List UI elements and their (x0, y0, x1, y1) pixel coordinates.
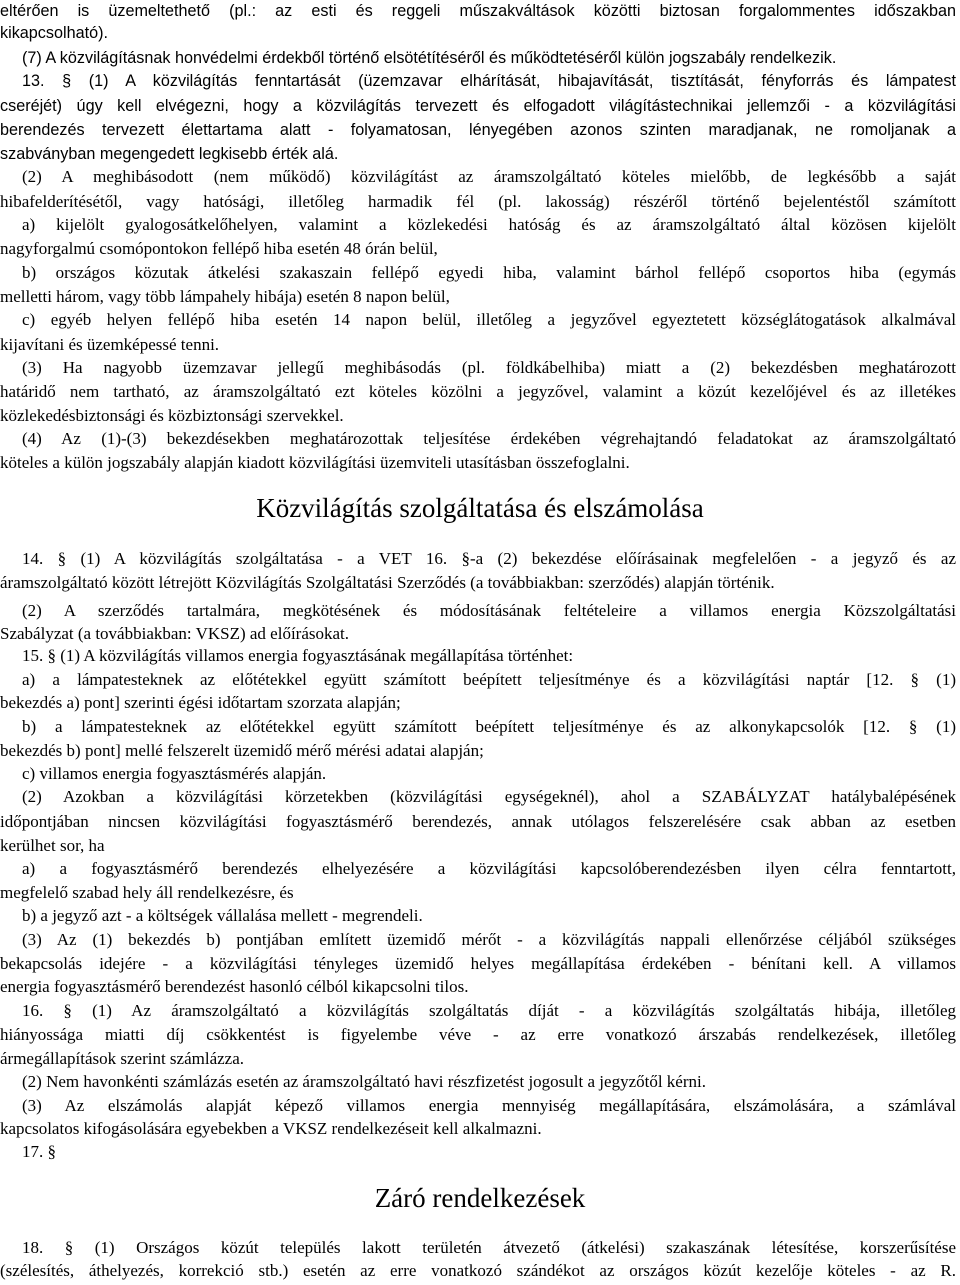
text-line: kijavítani és üzemképessé tenni. (0, 335, 220, 354)
text-line: (2) Nem havonkénti számlázás esetén az áramszolgáltató havi részfizetést jogosult a jegyzőtől kérni. (22, 1072, 706, 1091)
text-line: 15. § (1) A közvilágítás villamos energia fogyasztásának megállapítása történhet: (22, 646, 574, 665)
section-heading: Közvilágítás szolgáltatása és elszámolása (256, 493, 704, 523)
text-line: (2) A meghibásodott (nem működő) közvilágítást az áramszolgáltató köteles mielőbb, de legkésőbb a saját (22, 167, 956, 186)
text-line: 13. § (1) A közvilágítás fenntartását (üzemzavar elhárítását, hibajavítását, tisztítását, fényforrás és lámpatest (22, 72, 956, 90)
text-line: megfelelő szabad hely áll rendelkezésre, és (0, 883, 294, 902)
text-line: (4) Az (1)-(3) bekezdésekben meghatározottak teljesítése érdekében végrehajtandó feladatokat az áramszolgáltató (22, 429, 956, 448)
text-line: ármegállapítások szerint számlázza. (0, 1049, 245, 1068)
text-line: kerülhet sor, ha (0, 836, 105, 855)
text-line: (3) Az elszámolás alapját képező villamos energia mennyiség megállapítására, elszámolására, a számlával (22, 1096, 956, 1115)
text-line: 14. § (1) A közvilágítás szolgáltatása - a VET 16. §-a (2) bekezdése előírásainak megfelelően - a jegyző és az (22, 549, 956, 568)
text-line: 16. § (1) Az áramszolgáltató a közvilágítás szolgáltatás díját - a közvilágítás szolgáltatás hibája, illetőleg (22, 1001, 956, 1020)
section-heading: Záró rendelkezések (374, 1183, 586, 1213)
text-line: a) kijelölt gyalogosátkelőhelyen, valamint a közlekedési hatóság és az áramszolgáltató által közösen kijelölt (22, 215, 956, 234)
text-line: Szabályzat (a továbbiakban: VKSZ) ad előírásokat. (0, 624, 350, 643)
text-line: közlekedésbiztonsági és közbiztonsági szervekkel. (0, 406, 344, 425)
text-line: határidő nem tartható, az áramszolgáltató ezt köteles közölni a jegyzővel, valamint a közút kezelőjével és az illetékes (0, 382, 956, 401)
text-line: (3) Ha nagyobb üzemzavar jellegű meghibásodás (pl. földkábelhiba) miatt a (2) bekezdésben meghatározott (22, 358, 956, 377)
text-line: 17. § (22, 1142, 56, 1161)
text-line: 18. § (1) Országos közút település lakott területén átvezető (átkelési) szakaszának létesítése, korszerűsítése (22, 1238, 956, 1257)
text-line: szabványban megengedett legkisebb érték alá. (0, 145, 339, 163)
text-line: időpontjában nincsen közvilágítási fogyasztásmérő berendezés, annak utólagos felszerelésére csak abban az esetben (0, 812, 956, 831)
text-line: melletti három, vagy több lámpahely hibája) esetén 8 napon belül, (0, 287, 450, 306)
text-line: a) a lámpatesteknek az előtétekkel együtt számított beépített teljesítménye és a közvilágítási naptár [12. § (1) (22, 670, 956, 689)
text-line: bekapcsolás idejére - a közvilágítási tényleges üzemidő helyes megállapítása érdekében - bénítani kell. A villamos (0, 954, 956, 973)
text-line: c) egyéb helyen fellépő hiba esetén 14 napon belül, illetőleg a jegyzővel egyeztetett községlátogatások alkalmával (22, 310, 956, 329)
text-line: eltérően is üzemeltethető (pl.: az esti és reggeli műszakváltások közötti biztosan forgalommentes időszakban (0, 2, 956, 20)
text-line: kikapcsolható). (0, 24, 108, 42)
text-line: berendezés tervezett élettartama alatt - folyamatosan, lényegében azonos szinten maradjanak, ne romoljanak a (0, 121, 956, 139)
text-line: hiányossága miatti díj csökkentést is figyelembe véve - az erre vonatkozó árszabás rendelkezések, illetőleg (0, 1025, 956, 1044)
text-line: (2) Azokban a közvilágítási körzetekben (közvilágítási egységeknél), ahol a SZABÁLYZAT hatálybalépésének (22, 787, 956, 806)
text-line: b) a lámpatesteknek az előtétekkel együtt számított beépített teljesítménye és az alkonykapcsolók [12. § (1) (22, 717, 956, 736)
text-line: hibafelderítésétől, vagy hatósági, illetőleg harmadik fél (pl. lakosság) részéről történő bejelentéstől számított (0, 192, 956, 211)
text-line: nagyforgalmú csomópontokon fellépő hiba esetén 48 órán belül, (0, 239, 438, 258)
text-line: (2) A szerződés tartalmára, megkötésének és módosításának feltételeire a villamos energia Közszolgáltatási (22, 601, 956, 620)
text-line: áramszolgáltató között létrejött Közvilágítás Szolgáltatási Szerződés (a továbbiakban: szerződés) alapján történik. (0, 573, 775, 592)
text-line: (3) Az (1) bekezdés b) pontjában említett üzemidő mérőt - a közvilágítás nappali ellenőrzése céljából szükséges (22, 930, 956, 949)
text-line: a) a fogyasztásmérő berendezés elhelyezésére a közvilágítási kapcsolóberendezésben ilyen célra fenntartott, (22, 859, 956, 878)
text-line: c) villamos energia fogyasztásmérés alapján. (22, 764, 327, 783)
text-line: energia fogyasztásmérő berendezést hasonló célból kikapcsolni tilos. (0, 977, 469, 996)
text-line: (szélesítés, áthelyezés, korrekció stb.) esetén az erre vonatkozó szándékot az országos közút kezelője köteles - az R. (0, 1261, 956, 1280)
text-line: bekezdés a) pont] szerinti égési időtartam szorzata alapján; (0, 693, 401, 712)
text-line: b) a jegyző azt - a költségek vállalása mellett - megrendeli. (22, 906, 423, 925)
text-line: cseréjét) úgy kell elvégezni, hogy a közvilágítás tervezett és elfogadott világítástechnikai jellemzői - a közvilágítási (0, 97, 956, 115)
text-line: kapcsolatos kifogásolására egyebekben a VKSZ rendelkezéseit kell alkalmazni. (0, 1119, 542, 1138)
text-line: b) országos közutak átkelési szakaszain fellépő egyedi hiba, valamint bárhol fellépő csoportos hiba (egymás (22, 263, 956, 282)
text-line: bekezdés b) pont] mellé felszerelt üzemidő mérő mérési adatai alapján; (0, 741, 484, 760)
text-line: köteles a külön jogszabály alapján kiadott közvilágítási üzemviteli utasításban összefoglalni. (0, 453, 630, 472)
text-line: (7) A közvilágításnak honvédelmi érdekből történő elsötétítéséről és működtetéséről külön jogszabály rendelkezik. (22, 49, 837, 67)
